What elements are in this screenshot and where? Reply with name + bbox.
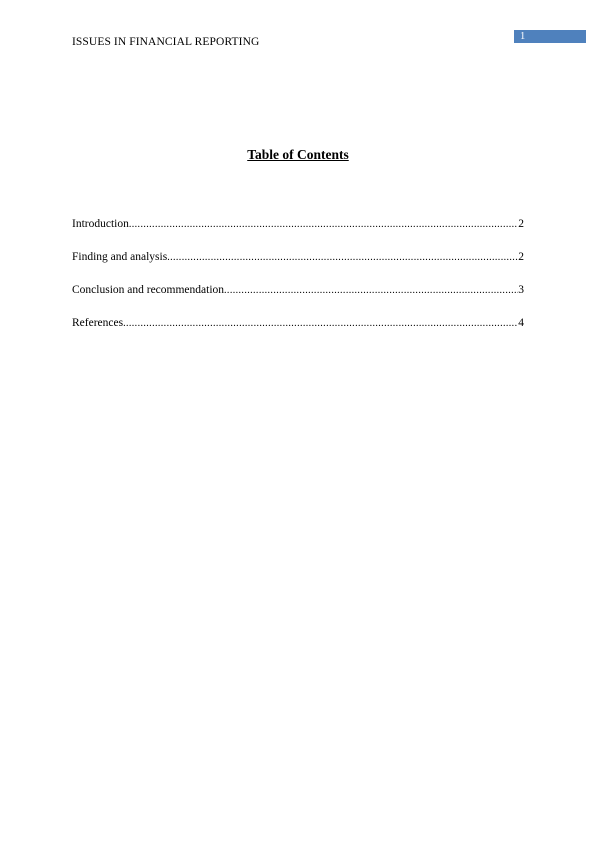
toc-entry-page: 2 xyxy=(518,251,524,263)
toc-entry-page: 4 xyxy=(518,317,524,329)
toc-entry-finding-and-analysis[interactable] xyxy=(72,248,524,281)
toc-dot-leader xyxy=(123,315,518,333)
toc-entry-label: Finding and analysis xyxy=(72,251,168,263)
page-number-badge: 1 xyxy=(514,30,586,43)
toc-entry-conclusion-and-recommendation[interactable] xyxy=(72,281,524,314)
toc-list xyxy=(72,215,524,347)
toc-dot-leader xyxy=(167,249,518,267)
toc-entry-introduction[interactable] xyxy=(72,215,524,248)
toc-dot-leader xyxy=(129,216,518,234)
toc-entry-page: 2 xyxy=(518,218,524,230)
toc-entry-label: References xyxy=(72,317,124,329)
toc-heading: Table of Contents xyxy=(247,147,349,162)
toc-entry-label: Introduction xyxy=(72,218,129,230)
toc-entry-label: Conclusion and recommendation xyxy=(72,284,225,296)
toc-dot-leader xyxy=(224,282,518,300)
toc-entry-references[interactable] xyxy=(72,314,524,347)
toc-entry-page: 3 xyxy=(518,284,524,296)
running-header-title: ISSUES IN FINANCIAL REPORTING xyxy=(72,36,260,48)
